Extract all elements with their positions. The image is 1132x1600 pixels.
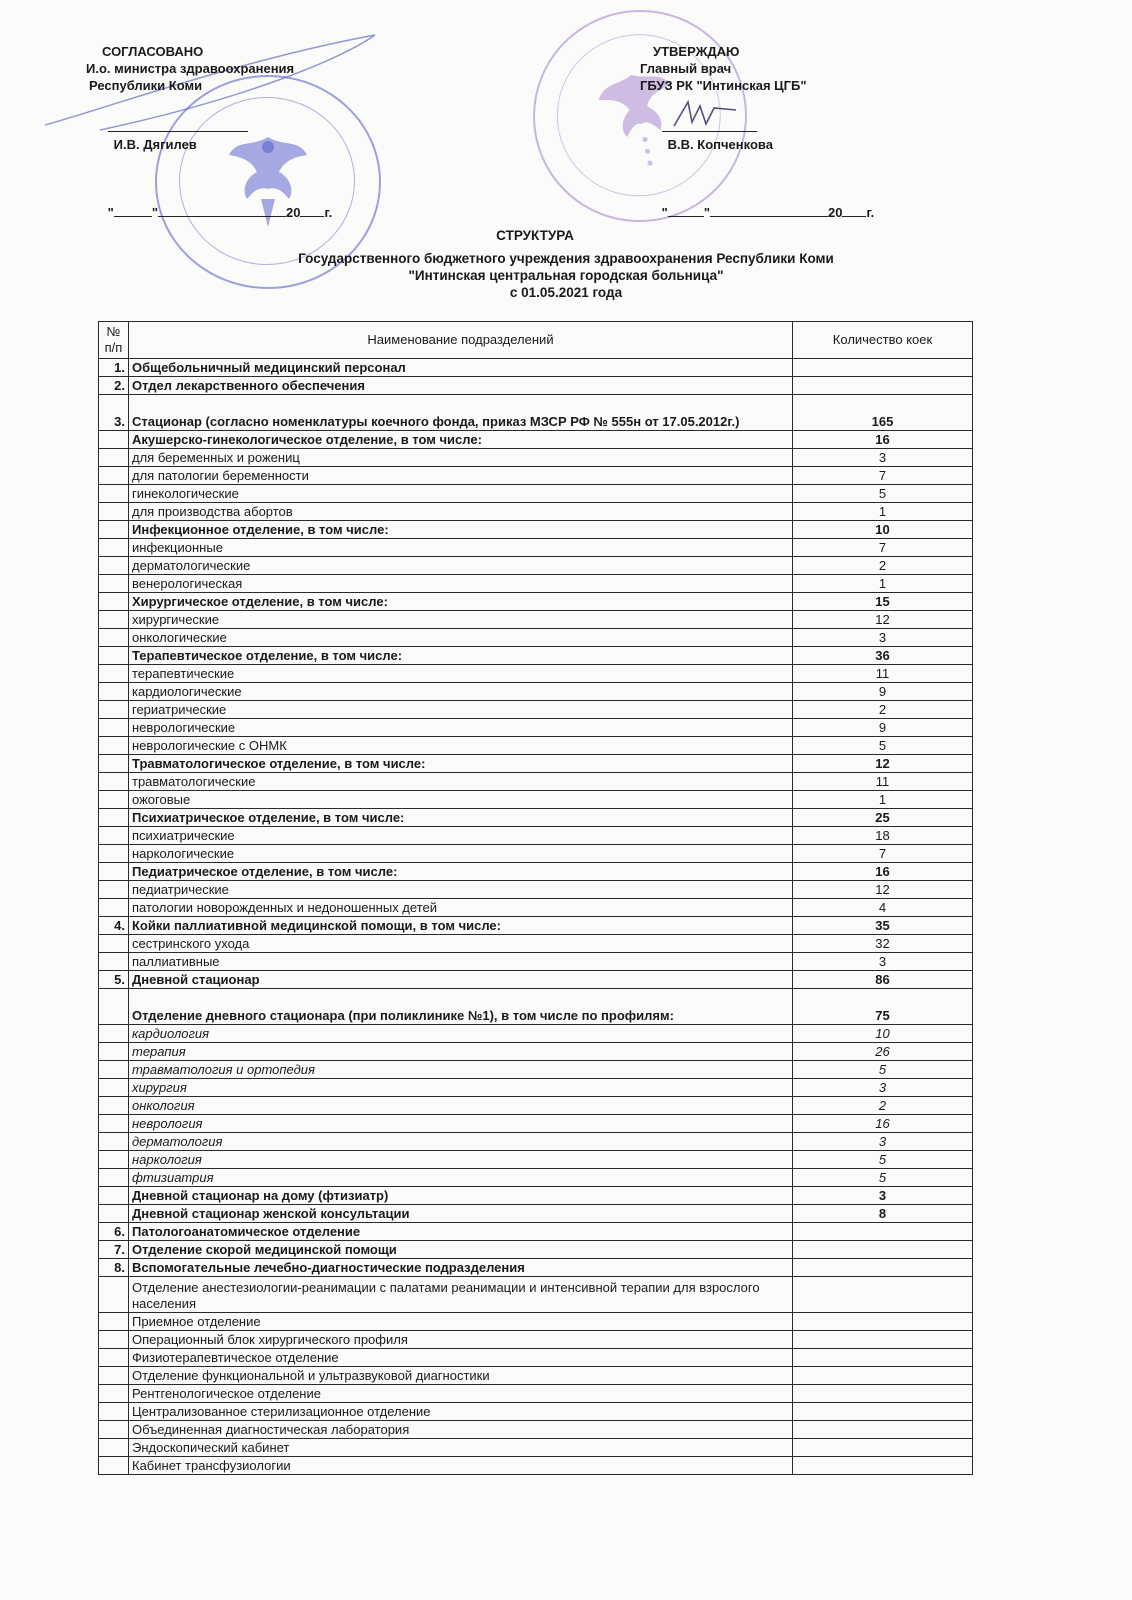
- row-number: [99, 1169, 129, 1187]
- row-name: Отдел лекарственного обеспечения: [129, 377, 793, 395]
- table-row: [99, 1061, 973, 1079]
- row-number: [99, 737, 129, 755]
- table-row: [99, 1349, 973, 1367]
- row-name: Педиатрическое отделение, в том числе:: [129, 863, 793, 881]
- subtitle-line-2: "Интинская центральная городская больница": [408, 268, 724, 283]
- row-bed-count: 5: [793, 1151, 973, 1169]
- row-bed-count: 2: [793, 557, 973, 575]
- row-name: Дневной стационар женской консультации: [129, 1205, 793, 1223]
- table-row: [99, 575, 973, 593]
- row-number: [99, 899, 129, 917]
- row-name: венерологическая: [129, 575, 793, 593]
- date-quote-close: ": [703, 205, 711, 220]
- table-row: [99, 683, 973, 701]
- table-row: [99, 1043, 973, 1061]
- row-name: паллиативные: [129, 953, 793, 971]
- table-row: [99, 485, 973, 503]
- row-name: дерматология: [129, 1133, 793, 1151]
- row-name: наркологические: [129, 845, 793, 863]
- row-name: хирургические: [129, 611, 793, 629]
- row-bed-count: 7: [793, 539, 973, 557]
- row-bed-count: 1: [793, 575, 973, 593]
- row-number: [99, 1439, 129, 1457]
- row-bed-count: 3: [793, 1187, 973, 1205]
- table-row: [99, 791, 973, 809]
- table-row: [99, 593, 973, 611]
- header-num: № п/п: [99, 322, 129, 359]
- table-row: [99, 971, 973, 989]
- table-row: [99, 1241, 973, 1259]
- document-title: СТРУКТУРА: [496, 228, 574, 243]
- row-name: хирургия: [129, 1079, 793, 1097]
- row-bed-count: 16: [793, 1115, 973, 1133]
- table-body: [99, 359, 973, 1475]
- table-row: [99, 539, 973, 557]
- table-row: [99, 467, 973, 485]
- table-row: [99, 1259, 973, 1277]
- row-number: [99, 701, 129, 719]
- row-bed-count: [793, 1421, 973, 1439]
- row-name: кардиологические: [129, 683, 793, 701]
- row-number: [99, 1403, 129, 1421]
- row-bed-count: [793, 377, 973, 395]
- row-number: 7.: [99, 1241, 129, 1259]
- table-row: [99, 1331, 973, 1349]
- structure-table: [98, 321, 973, 1475]
- row-number: 4.: [99, 917, 129, 935]
- row-number: [99, 845, 129, 863]
- table-row: [99, 1385, 973, 1403]
- row-name: неврологические: [129, 719, 793, 737]
- row-bed-count: 3: [793, 1133, 973, 1151]
- row-bed-count: [793, 1241, 973, 1259]
- row-number: [99, 593, 129, 611]
- row-bed-count: 16: [793, 431, 973, 449]
- row-bed-count: [793, 1223, 973, 1241]
- row-bed-count: 36: [793, 647, 973, 665]
- table-row: [99, 881, 973, 899]
- table-row: [99, 521, 973, 539]
- row-bed-count: 165: [793, 395, 973, 431]
- row-name: Отделение скорой медицинской помощи: [129, 1241, 793, 1259]
- row-bed-count: [793, 1349, 973, 1367]
- table-row: [99, 917, 973, 935]
- row-name: терапевтические: [129, 665, 793, 683]
- row-name: Койки паллиативной медицинской помощи, в том числе:: [129, 917, 793, 935]
- row-number: [99, 1151, 129, 1169]
- row-bed-count: 5: [793, 737, 973, 755]
- row-name: терапия: [129, 1043, 793, 1061]
- row-number: [99, 665, 129, 683]
- row-name: Централизованное стерилизационное отделение: [129, 1403, 793, 1421]
- row-bed-count: 75: [793, 989, 973, 1025]
- row-name: гериатрические: [129, 701, 793, 719]
- table-row: [99, 1115, 973, 1133]
- row-number: [99, 863, 129, 881]
- table-row: [99, 1025, 973, 1043]
- date-day-line: [668, 204, 704, 217]
- table-row: [99, 377, 973, 395]
- row-name: дерматологические: [129, 557, 793, 575]
- row-name: фтизиатрия: [129, 1169, 793, 1187]
- row-name: травматологические: [129, 773, 793, 791]
- approval-block-approved: [640, 43, 874, 238]
- row-number: [99, 1025, 129, 1043]
- date-quote-close: ": [151, 205, 159, 220]
- table-row: [99, 755, 973, 773]
- approval-heading: УТВЕРЖДАЮ: [653, 44, 740, 59]
- table-row: [99, 809, 973, 827]
- table-row: [99, 719, 973, 737]
- row-bed-count: [793, 1277, 973, 1313]
- table-row: [99, 1403, 973, 1421]
- approval-position: Главный врач: [640, 61, 732, 76]
- approval-heading: СОГЛАСОВАНО: [102, 44, 204, 59]
- signatory-name: И.В. Дягилев: [113, 137, 197, 152]
- table-row: [99, 773, 973, 791]
- row-bed-count: 5: [793, 1061, 973, 1079]
- row-number: [99, 431, 129, 449]
- row-number: [99, 719, 129, 737]
- table-row: [99, 953, 973, 971]
- row-number: [99, 1385, 129, 1403]
- table-row: [99, 1367, 973, 1385]
- table-row: [99, 701, 973, 719]
- row-number: [99, 521, 129, 539]
- row-name: для беременных и рожениц: [129, 449, 793, 467]
- row-name: Хирургическое отделение, в том числе:: [129, 593, 793, 611]
- row-number: [99, 791, 129, 809]
- row-name: Физиотерапевтическое отделение: [129, 1349, 793, 1367]
- table-header-row: [99, 322, 973, 359]
- table-row: [99, 449, 973, 467]
- date-day-line: [114, 204, 152, 217]
- row-number: [99, 1349, 129, 1367]
- row-name: Эндоскопический кабинет: [129, 1439, 793, 1457]
- table-row: [99, 431, 973, 449]
- row-bed-count: 11: [793, 665, 973, 683]
- row-number: [99, 1421, 129, 1439]
- row-name: для производства абортов: [129, 503, 793, 521]
- date-year: 20: [828, 205, 843, 220]
- row-bed-count: [793, 1439, 973, 1457]
- row-number: [99, 809, 129, 827]
- row-number: [99, 1313, 129, 1331]
- row-name: Вспомогательные лечебно-диагностические подразделения: [129, 1259, 793, 1277]
- row-number: [99, 1205, 129, 1223]
- table-row: [99, 665, 973, 683]
- table-row: [99, 989, 973, 1025]
- row-number: [99, 827, 129, 845]
- subtitle-line-3: с 01.05.2021 года: [509, 285, 623, 300]
- row-name: Дневной стационар на дому (фтизиатр): [129, 1187, 793, 1205]
- document-subtitle: [0, 250, 1132, 301]
- row-number: [99, 611, 129, 629]
- approval-position: И.о. министра здравоохранения: [86, 61, 295, 76]
- row-bed-count: 3: [793, 1079, 973, 1097]
- row-name: Рентгенологическое отделение: [129, 1385, 793, 1403]
- row-bed-count: 9: [793, 719, 973, 737]
- row-name: кардиология: [129, 1025, 793, 1043]
- row-number: [99, 575, 129, 593]
- signature-line: [108, 119, 248, 132]
- table-row: [99, 1439, 973, 1457]
- table-row: [99, 359, 973, 377]
- row-name: Отделение функциональной и ультразвуковой диагностики: [129, 1367, 793, 1385]
- table-row: [99, 1187, 973, 1205]
- row-number: [99, 1061, 129, 1079]
- row-name: для патологии беременности: [129, 467, 793, 485]
- approval-block-agreed: [86, 43, 332, 238]
- signatory-name: В.В. Копченкова: [667, 137, 773, 152]
- row-number: 2.: [99, 377, 129, 395]
- row-name: Инфекционное отделение, в том числе:: [129, 521, 793, 539]
- row-number: [99, 881, 129, 899]
- row-bed-count: [793, 1457, 973, 1475]
- table-row: [99, 737, 973, 755]
- row-name: травматология и ортопедия: [129, 1061, 793, 1079]
- row-bed-count: 18: [793, 827, 973, 845]
- table-row: [99, 1169, 973, 1187]
- table-row: [99, 845, 973, 863]
- row-name: Приемное отделение: [129, 1313, 793, 1331]
- row-bed-count: 3: [793, 629, 973, 647]
- row-bed-count: 7: [793, 845, 973, 863]
- row-number: [99, 1115, 129, 1133]
- row-bed-count: [793, 1367, 973, 1385]
- row-name: инфекционные: [129, 539, 793, 557]
- table-row: [99, 1421, 973, 1439]
- row-name: Отделение анестезиологии-реанимации с палатами реанимации и интенсивной терапии для взрослого населения: [129, 1277, 793, 1313]
- table-row: [99, 1223, 973, 1241]
- row-number: [99, 1367, 129, 1385]
- row-name: Кабинет трансфузиологии: [129, 1457, 793, 1475]
- row-number: 6.: [99, 1223, 129, 1241]
- row-bed-count: [793, 1259, 973, 1277]
- row-bed-count: 10: [793, 1025, 973, 1043]
- table-row: [99, 1457, 973, 1475]
- date-quote-open: ": [661, 205, 668, 220]
- row-bed-count: 25: [793, 809, 973, 827]
- row-number: [99, 467, 129, 485]
- row-name: Общебольничный медицинский персонал: [129, 359, 793, 377]
- row-number: [99, 935, 129, 953]
- date-year-suffix: г.: [324, 205, 333, 220]
- row-bed-count: 86: [793, 971, 973, 989]
- row-number: [99, 449, 129, 467]
- row-bed-count: 1: [793, 503, 973, 521]
- row-bed-count: [793, 1313, 973, 1331]
- table-row: [99, 827, 973, 845]
- row-bed-count: 10: [793, 521, 973, 539]
- row-name: Объединенная диагностическая лаборатория: [129, 1421, 793, 1439]
- handwritten-signature: [670, 98, 740, 130]
- row-number: 8.: [99, 1259, 129, 1277]
- row-number: [99, 1331, 129, 1349]
- date-month-line: [158, 204, 286, 217]
- row-bed-count: [793, 1331, 973, 1349]
- row-bed-count: 9: [793, 683, 973, 701]
- table-row: [99, 1151, 973, 1169]
- row-bed-count: 2: [793, 1097, 973, 1115]
- row-number: [99, 539, 129, 557]
- row-number: [99, 1043, 129, 1061]
- row-bed-count: 5: [793, 485, 973, 503]
- date-year-suffix: г.: [866, 205, 875, 220]
- table-row: [99, 1313, 973, 1331]
- row-name: Дневной стационар: [129, 971, 793, 989]
- row-number: [99, 1457, 129, 1475]
- row-name: неврологические с ОНМК: [129, 737, 793, 755]
- row-number: [99, 953, 129, 971]
- row-name: Стационар (согласно номенклатуры коечного фонда, приказ МЗСР РФ № 555н от 17.05.2012г.): [129, 395, 793, 431]
- table-row: [99, 863, 973, 881]
- row-name: гинекологические: [129, 485, 793, 503]
- approval-organization: Республики Коми: [89, 78, 203, 93]
- row-number: [99, 647, 129, 665]
- row-bed-count: 1: [793, 791, 973, 809]
- table-row: [99, 1097, 973, 1115]
- table-row: [99, 935, 973, 953]
- row-name: онкология: [129, 1097, 793, 1115]
- row-bed-count: 26: [793, 1043, 973, 1061]
- row-name: ожоговые: [129, 791, 793, 809]
- table-row: [99, 1133, 973, 1151]
- row-bed-count: 11: [793, 773, 973, 791]
- row-bed-count: [793, 359, 973, 377]
- table-row: [99, 647, 973, 665]
- row-bed-count: [793, 1385, 973, 1403]
- row-name: Травматологическое отделение, в том числе:: [129, 755, 793, 773]
- row-number: 3.: [99, 395, 129, 431]
- row-bed-count: 16: [793, 863, 973, 881]
- row-bed-count: 5: [793, 1169, 973, 1187]
- table-row: [99, 1205, 973, 1223]
- date-year: 20: [286, 205, 301, 220]
- row-name: неврология: [129, 1115, 793, 1133]
- date-month-line: [710, 204, 828, 217]
- row-number: [99, 1133, 129, 1151]
- row-number: [99, 755, 129, 773]
- row-bed-count: 15: [793, 593, 973, 611]
- row-number: [99, 1187, 129, 1205]
- row-number: [99, 1277, 129, 1313]
- row-name: Терапевтическое отделение, в том числе:: [129, 647, 793, 665]
- date-quote-open: ": [107, 205, 114, 220]
- row-name: Операционный блок хирургического профиля: [129, 1331, 793, 1349]
- table-row: [99, 557, 973, 575]
- subtitle-line-1: Государственного бюджетного учреждения здравоохранения Республики Коми: [298, 251, 834, 266]
- row-name: педиатрические: [129, 881, 793, 899]
- row-number: [99, 485, 129, 503]
- row-number: 1.: [99, 359, 129, 377]
- header-qty: Количество коек: [793, 322, 973, 359]
- date-year-line: [300, 204, 324, 217]
- row-name: психиатрические: [129, 827, 793, 845]
- row-bed-count: 3: [793, 449, 973, 467]
- row-bed-count: 7: [793, 467, 973, 485]
- row-number: [99, 629, 129, 647]
- row-number: [99, 503, 129, 521]
- row-number: 5.: [99, 971, 129, 989]
- row-name: сестринского ухода: [129, 935, 793, 953]
- row-number: [99, 989, 129, 1025]
- table-row: [99, 611, 973, 629]
- row-bed-count: 32: [793, 935, 973, 953]
- row-bed-count: 8: [793, 1205, 973, 1223]
- row-bed-count: 35: [793, 917, 973, 935]
- row-number: [99, 1079, 129, 1097]
- row-name: Акушерско-гинекологическое отделение, в том числе:: [129, 431, 793, 449]
- date-year-line: [842, 204, 866, 217]
- approval-organization: ГБУЗ РК "Интинская ЦГБ": [640, 78, 807, 93]
- row-bed-count: 2: [793, 701, 973, 719]
- row-name: Психиатрическое отделение, в том числе:: [129, 809, 793, 827]
- table-row: [99, 1079, 973, 1097]
- row-name: онкологические: [129, 629, 793, 647]
- table-row: [99, 1277, 973, 1313]
- row-name: патологии новорожденных и недоношенных детей: [129, 899, 793, 917]
- row-bed-count: [793, 1403, 973, 1421]
- row-bed-count: 12: [793, 881, 973, 899]
- row-number: [99, 773, 129, 791]
- table-row: [99, 629, 973, 647]
- row-name: Патологоанатомическое отделение: [129, 1223, 793, 1241]
- row-bed-count: 3: [793, 953, 973, 971]
- row-name: наркология: [129, 1151, 793, 1169]
- row-bed-count: 12: [793, 611, 973, 629]
- row-number: [99, 683, 129, 701]
- row-bed-count: 4: [793, 899, 973, 917]
- table-row: [99, 503, 973, 521]
- table-row: [99, 395, 973, 431]
- row-number: [99, 1097, 129, 1115]
- row-bed-count: 12: [793, 755, 973, 773]
- table-row: [99, 899, 973, 917]
- header-name: Наименование подразделений: [129, 322, 793, 359]
- row-name: Отделение дневного стационара (при поликлинике №1), в том числе по профилям:: [129, 989, 793, 1025]
- row-number: [99, 557, 129, 575]
